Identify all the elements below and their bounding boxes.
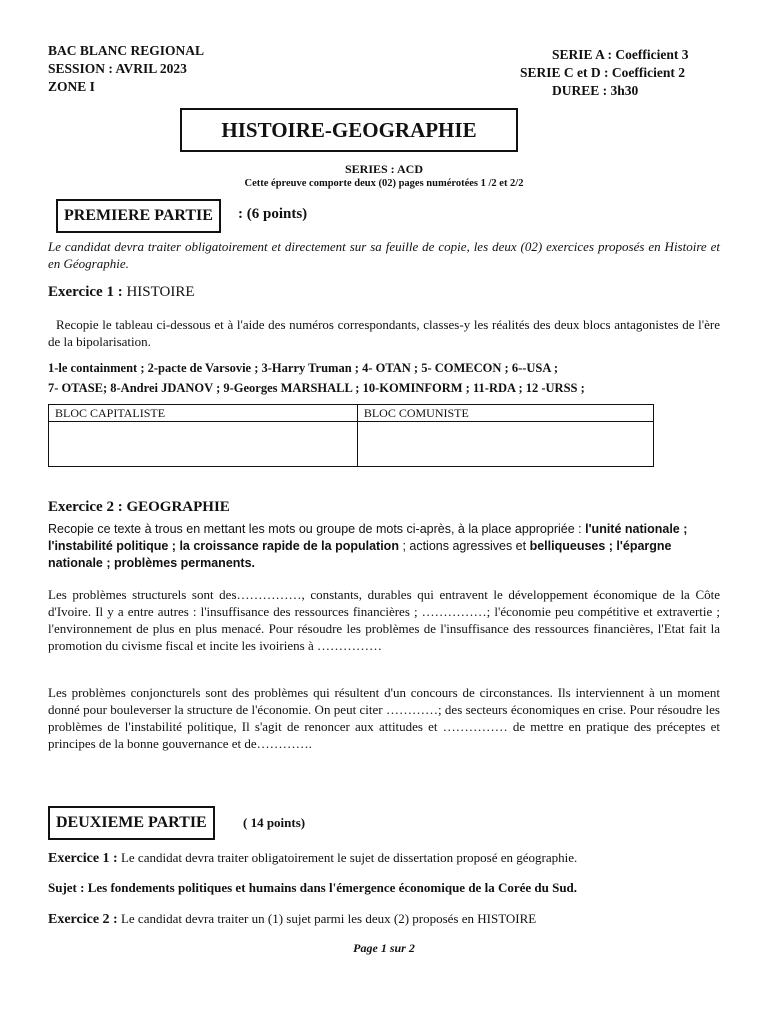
cell-communist bbox=[357, 422, 653, 467]
part2-sujet: Sujet : Les fondements politiques et humains dans l'émergence économique de la Corée du Sud. bbox=[48, 880, 578, 895]
document-title: HISTOIRE-GEOGRAPHIE bbox=[180, 108, 518, 152]
pages-note: Cette épreuve comporte deux (02) pages numérotées 1 /2 et 2/2 bbox=[244, 178, 524, 189]
series-line: SERIES : ACD bbox=[344, 162, 424, 176]
part2-ex1-text: Le candidat devra traiter obligatoirement le sujet de dissertation proposé en géographie. bbox=[120, 850, 578, 865]
part1-label: PREMIERE PARTIE bbox=[56, 199, 221, 233]
part2-ex1-prefix: Exercice 1 : bbox=[48, 851, 118, 866]
part1-points: : (6 points) bbox=[238, 206, 308, 222]
header-left bbox=[48, 42, 204, 96]
ex2-words-1: l'unité nationale ; l'instabilité politique ; la croissance rapide de la population bbox=[48, 522, 688, 553]
ex2-paragraph-1: Les problèmes structurels sont des……………, constants, durables qui entravent le développement économique de la Côte d'Ivoire. Il y a entre autres : l'insuffisance des ressources financières ; ……………; l'économie peu compétitive et extravertie ; l'environnement de plus en plus menacé. Pour résoudre les problèmes de l'insuffisance des ressources financières, l'Etat fait la promotion du civisme fiscal et incite les ivoiriens à …………… bbox=[48, 587, 720, 653]
coef-serie-a: SERIE A : Coefficient 3 bbox=[552, 47, 689, 62]
part2-label: DEUXIEME PARTIE bbox=[48, 806, 215, 840]
ex2-paragraph-2: Les problèmes conjoncturels sont des problèmes qui résultent d'un concours de circonstances. Ils interviennent à un moment donné pour bouleverser la structure de l'économie. On peut citer …………; des secteurs économiques en crise. Pour résoudre les problèmes de l'instabilité politique, Il s'agit de renoncer aux attitudes et …………… de mettre en pratique des préceptes et principes de la bonne gouvernance et de…………. bbox=[48, 685, 720, 751]
ex1-title bbox=[48, 284, 195, 301]
part2-ex2-prefix: Exercice 2 : bbox=[48, 912, 118, 927]
header-right bbox=[520, 46, 689, 100]
ex2-title bbox=[48, 499, 230, 516]
ex2-words-3: belliqueuses ; l'épargne nationale ; problèmes permanents. bbox=[48, 539, 672, 570]
part1-instruction: Le candidat devra traiter obligatoirement et directement sur sa feuille de copie, les deux (02) exercices proposés en Histoire et en Géographie. bbox=[48, 239, 720, 271]
ex1-instruction: Recopie le tableau ci-dessous et à l'aide des numéros correspondants, classes-y les réalités des deux blocs antagonistes de l'ère de la bipolarisation. bbox=[48, 317, 720, 349]
part2-ex1 bbox=[48, 849, 720, 867]
table-header-row bbox=[49, 405, 654, 422]
ex2-instruction bbox=[48, 521, 720, 572]
exam-name: BAC BLANC REGIONAL bbox=[48, 43, 205, 58]
ex1-subject: HISTOIRE bbox=[126, 284, 195, 300]
cell-capitalist bbox=[49, 422, 358, 467]
header-capitalist: BLOC CAPITALISTE bbox=[49, 405, 358, 422]
table-row bbox=[49, 422, 654, 467]
ex2-words-2: ; actions agressives et bbox=[402, 539, 527, 553]
header-communist: BLOC COMUNISTE bbox=[357, 405, 653, 422]
ex2-instruction-lead: Recopie ce texte à trous en mettant les mots ou groupe de mots ci-après, à la place appropriée : bbox=[48, 522, 582, 536]
ex1-prefix: Exercice 1 : bbox=[48, 284, 123, 300]
page-footer: Page 1 sur 2 bbox=[353, 941, 415, 955]
ex1-items-line1: 1-le containment ; 2-pacte de Varsovie ; 3-Harry Truman ; 4- OTAN ; 5- COMECON ; 6--USA ; bbox=[48, 361, 559, 375]
exam-session: SESSION : AVRIL 2023 bbox=[48, 61, 187, 76]
part2-points: ( 14 points) bbox=[243, 815, 306, 830]
exam-zone: ZONE I bbox=[48, 79, 95, 94]
coef-serie-cd: SERIE C et D : Coefficient 2 bbox=[520, 65, 685, 80]
ex1-items-line2: 7- OTASE; 8-Andrei JDANOV ; 9-Georges MARSHALL ; 10-KOMINFORM ; 11-RDA ; 12 -URSS ; bbox=[48, 381, 585, 395]
part2-ex2 bbox=[48, 910, 720, 928]
ex2-subject: GEOGRAPHIE bbox=[126, 499, 230, 515]
duration: DUREE : 3h30 bbox=[552, 83, 639, 98]
blocs-table bbox=[48, 404, 654, 467]
ex2-prefix: Exercice 2 : bbox=[48, 499, 123, 515]
part2-ex2-text: Le candidat devra traiter un (1) sujet parmi les deux (2) proposés en HISTOIRE bbox=[120, 911, 537, 926]
